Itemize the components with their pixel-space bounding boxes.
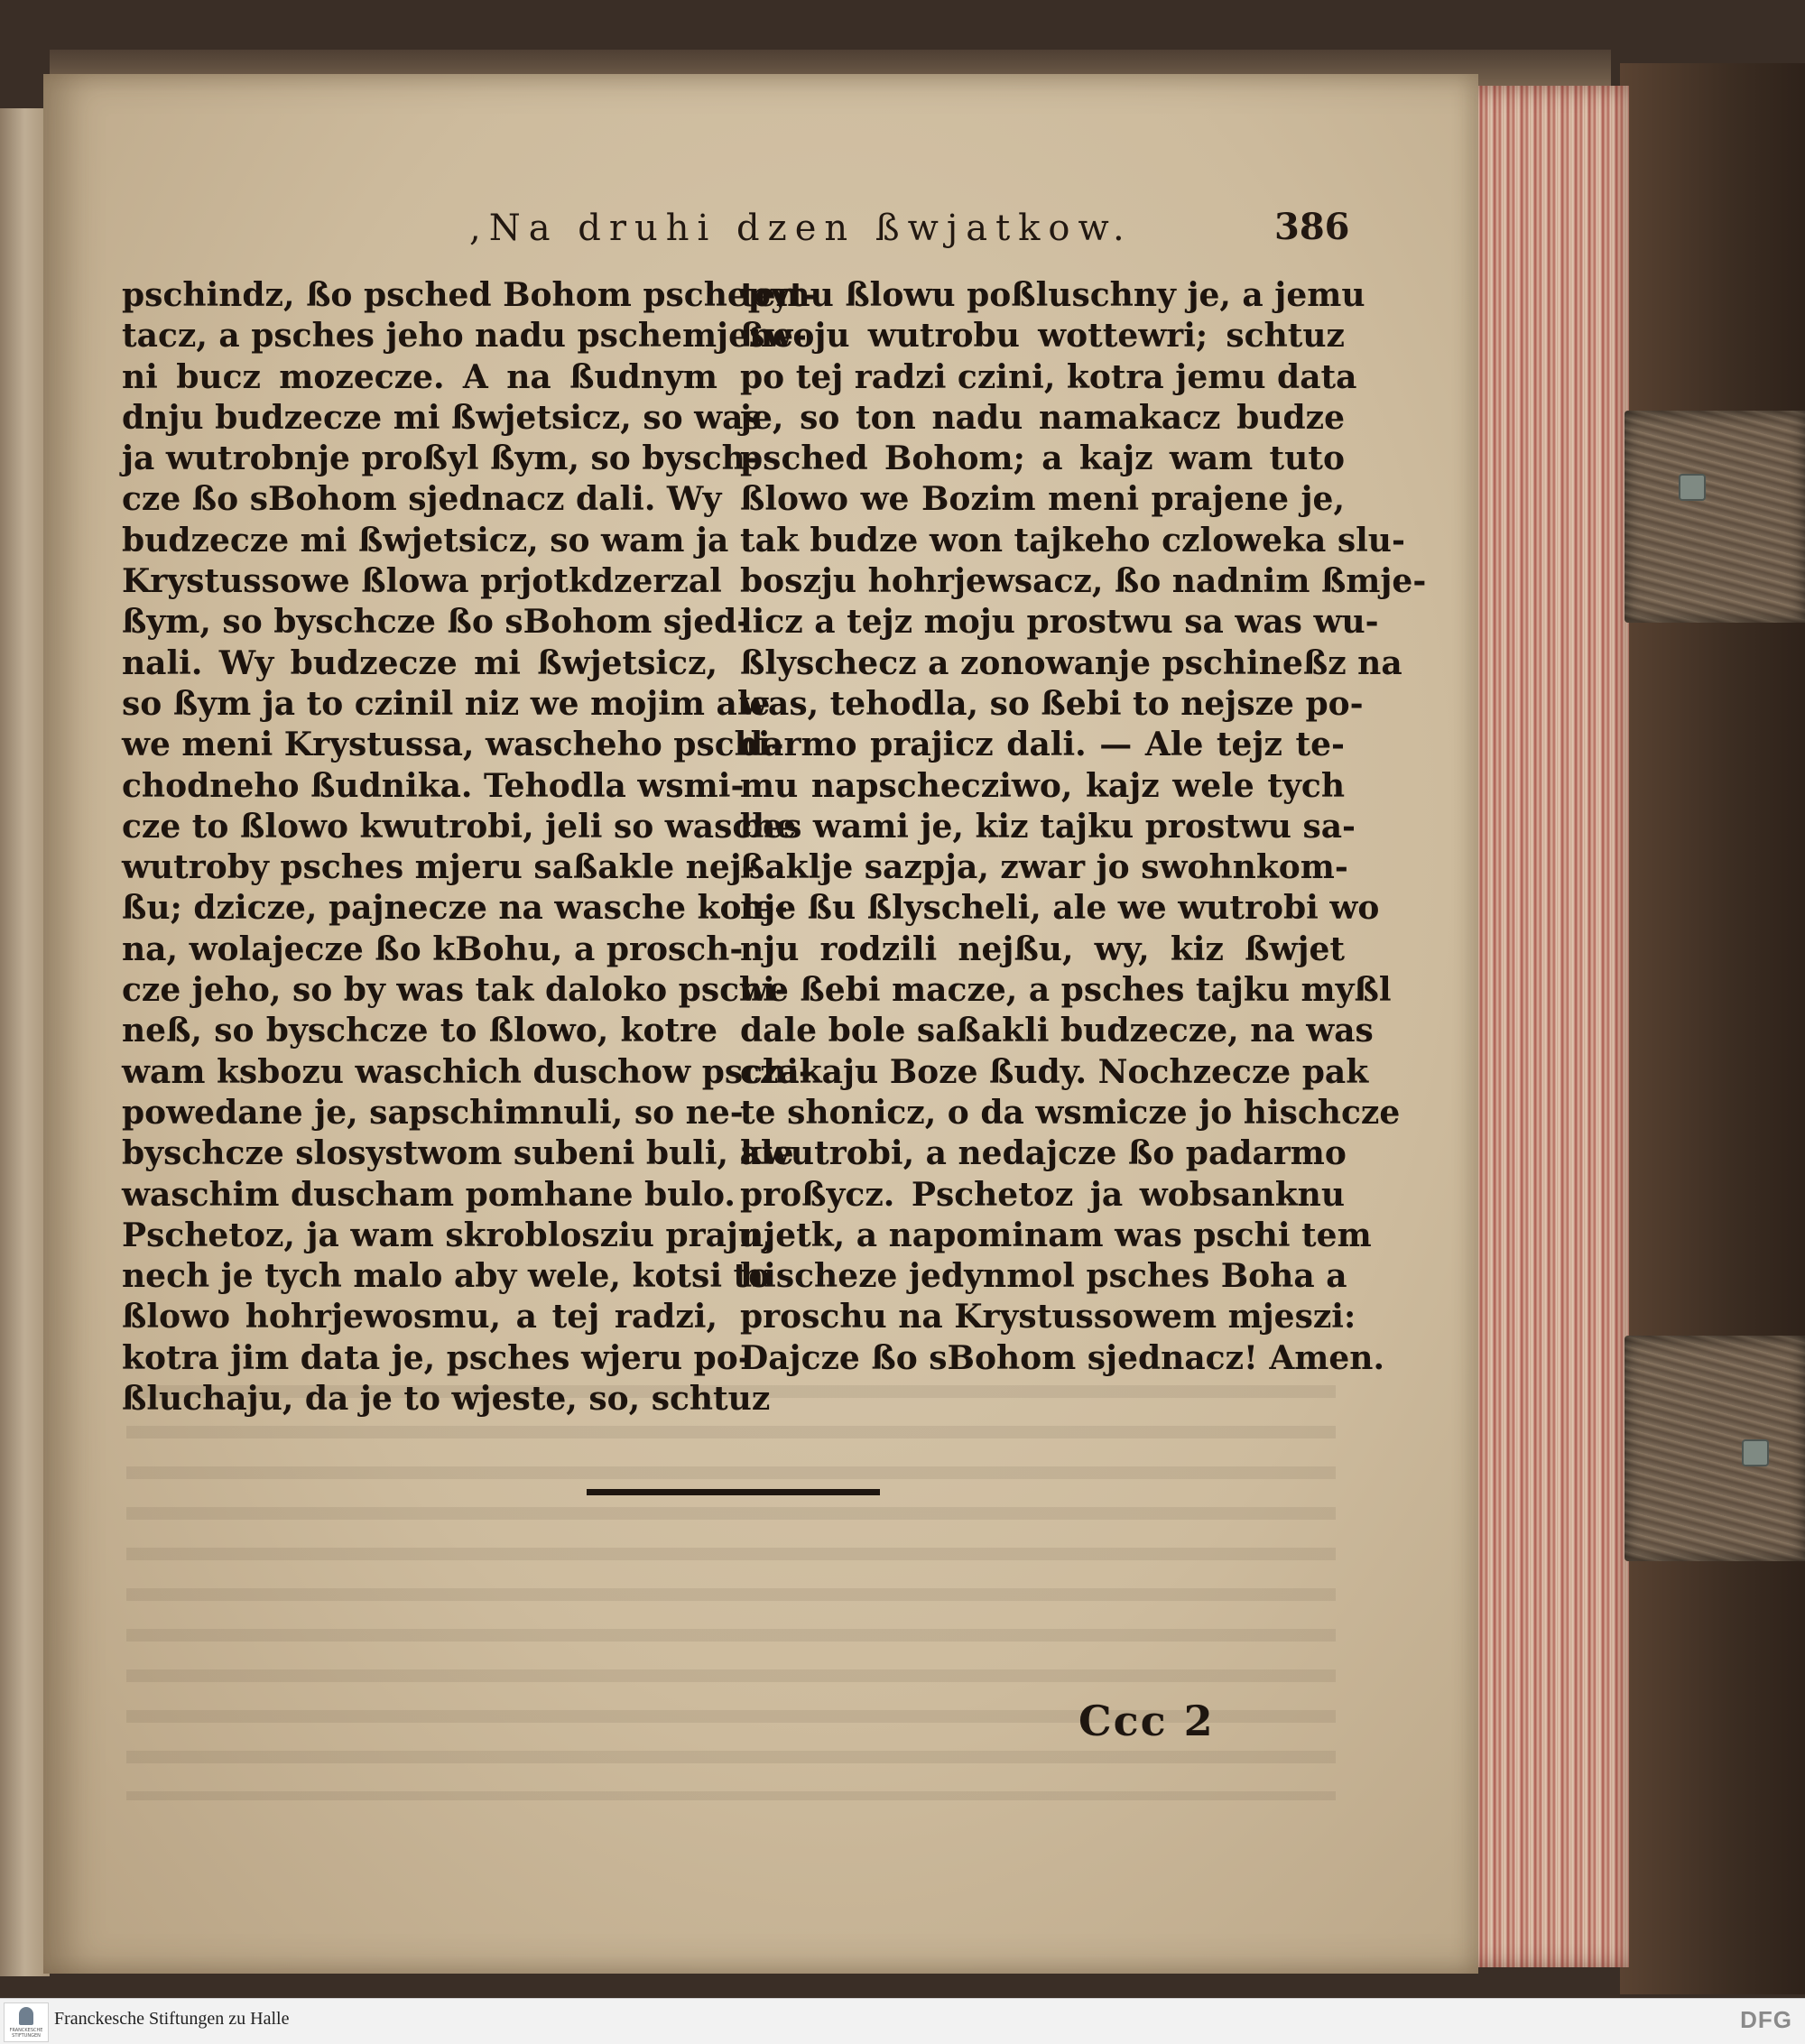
text-line: waschim duscham pomhane bulo. <box>122 1175 736 1214</box>
book-cover-right <box>1620 63 1805 1994</box>
text-line: nech je tych malo aby wele, kotsi to <box>122 1257 771 1296</box>
page-number: 386 <box>1274 206 1350 248</box>
text-line: bes wami je, kiz tajku prostwu sa- <box>740 807 1356 846</box>
text-line: dale bole saßakli budzecze, na was <box>740 1012 1374 1050</box>
text-line: wutroby psches mjeru saßakle nej- <box>122 848 755 887</box>
text-line: Dajcze ßo sBohom sjednacz! Amen. <box>740 1338 1384 1377</box>
text-line: nje ßu ßlyscheli, ale we wutrobi wo <box>740 889 1380 928</box>
text-line: ßwoju wutrobu wottewri; schtuz <box>740 317 1345 356</box>
text-line: Krystussowe ßlowa prjotkdzerzal <box>122 562 722 601</box>
viewer-footer <box>0 1998 1805 2044</box>
logo-text: FRANCKESCHE STIFTUNGEN <box>9 2028 43 2039</box>
text-line: cze jeho, so by was tak daloko pschi- <box>122 971 789 1010</box>
text-line: ßlowo we Bozim meni prajene je, <box>740 480 1345 519</box>
text-line: ja wutrobnje proßyl ßym, so bysch- <box>122 439 759 478</box>
text-line: boszju hohrjewsacz, ßo nadnim ßmje- <box>740 562 1427 601</box>
text-line: na, wolajecze ßo kBohu, a prosch- <box>122 930 744 968</box>
text-line: chodneho ßudnika. Tehodla wsmi- <box>122 766 745 805</box>
text-line: temu ßlowu poßluschny je, a jemu <box>740 276 1365 314</box>
text-line: kwutrobi, a nedajcze ßo padarmo <box>740 1134 1347 1173</box>
text-line: nju rodzili nejßu, wy, kiz ßwjet <box>740 930 1345 968</box>
text-line: cze ßo sBohom sjednacz dali. Wy <box>122 480 722 519</box>
text-line: je, so ton nadu namakacz budze <box>740 398 1345 437</box>
text-line: ßaklje sazpja, zwar jo swohnkom- <box>740 848 1348 887</box>
text-line: hischeze jedynmol psches Boha a <box>740 1257 1347 1296</box>
text-line: darmo prajicz dali. — Ale tejz te- <box>740 726 1345 764</box>
text-line: we ßebi macze, a psches tajku myßl <box>740 971 1392 1010</box>
text-line: so ßym ja to czinil niz we mojim ale <box>122 684 771 723</box>
text-line: tacz, a psches jeho nadu pschemjene- <box>122 317 807 356</box>
text-line: proschu na Krystussowem mjeszi: <box>740 1298 1356 1336</box>
text-line: ßu; dzicze, pajnecze na wasche kole- <box>122 889 788 928</box>
institution-name[interactable]: Franckesche Stiftungen zu Halle <box>54 2009 290 2029</box>
logo-icon <box>19 2007 33 2025</box>
text-line: te shonicz, o da wsmicze jo hischcze <box>740 1093 1401 1132</box>
text-line: tak budze won tajkeho czloweka slu- <box>740 521 1405 560</box>
text-line: powedane je, sapschimnuli, so ne- <box>122 1093 744 1132</box>
text-line: ni bucz mozecze. A na ßudnym <box>122 357 717 396</box>
text-line: mu napschecziwo, kajz wele tych <box>740 766 1345 805</box>
clasp-lower <box>1624 1336 1805 1561</box>
text-line: budzecze mi ßwjetsicz, so wam ja <box>122 521 729 560</box>
text-line: kotra jim data je, psches wjeru po- <box>122 1338 752 1377</box>
text-line: wam ksbozu waschich duschow pschi- <box>122 1052 812 1091</box>
clasp-nail-icon <box>1679 474 1706 501</box>
text-line: ßym, so byschcze ßo sBohom sjed- <box>122 603 751 642</box>
text-line: po tej radzi czini, kotra jemu data <box>740 357 1357 396</box>
text-line: psched Bohom; a kajz wam tuto <box>740 439 1345 478</box>
text-column-left <box>122 275 819 1420</box>
text-line: byschcze slosystwom subeni buli, ale <box>122 1134 794 1173</box>
clasp-nail-icon <box>1742 1439 1769 1466</box>
institution-logo[interactable] <box>4 2002 49 2042</box>
text-line: nali. Wy budzecze mi ßwjetsicz, <box>122 643 717 682</box>
text-line: Pschetoz, ja wam skroblosziu praju, <box>122 1216 773 1254</box>
signature-mark: Ccc 2 <box>1078 1697 1215 1745</box>
text-line: ßlyschecz a zonowanje pschineßz na <box>740 643 1402 682</box>
text-line: czakaju Boze ßudy. Nochzecze pak <box>740 1052 1369 1091</box>
text-line: njetk, a napominam was pschi tem <box>740 1216 1372 1254</box>
text-line: proßycz. Pschetoz ja wobsanknu <box>740 1175 1345 1214</box>
text-line: we meni Krystussa, wascheho pschi- <box>122 726 784 764</box>
text-line: neß, so byschcze to ßlowo, kotre <box>122 1012 717 1050</box>
closing-rule <box>587 1489 880 1495</box>
text-line: licz a tejz moju prostwu sa was wu- <box>740 603 1379 642</box>
text-line: was, tehodla, so ßebi to nejsze po- <box>740 684 1364 723</box>
text-line: ßlowo hohrjewosmu, a tej radzi, <box>122 1298 717 1336</box>
text-line: dnju budzecze mi ßwjetsicz, so was <box>122 398 762 437</box>
text-column-right <box>740 275 1427 1379</box>
clasp-upper <box>1624 411 1805 623</box>
page-edges <box>1462 86 1629 1967</box>
funder-logo[interactable]: DFG <box>1740 2006 1792 2033</box>
running-head: ,Na druhi dzen ßwjatkow. <box>469 208 1133 249</box>
text-line: pschindz, ßo psched Bohom pschepyt- <box>122 276 819 314</box>
text-line: ßluchaju, da je to wjeste, so, schtuz <box>122 1380 771 1419</box>
previous-page-edge <box>0 108 50 1976</box>
text-line: cze to ßlowo kwutrobi, jeli so wasche <box>122 807 797 846</box>
